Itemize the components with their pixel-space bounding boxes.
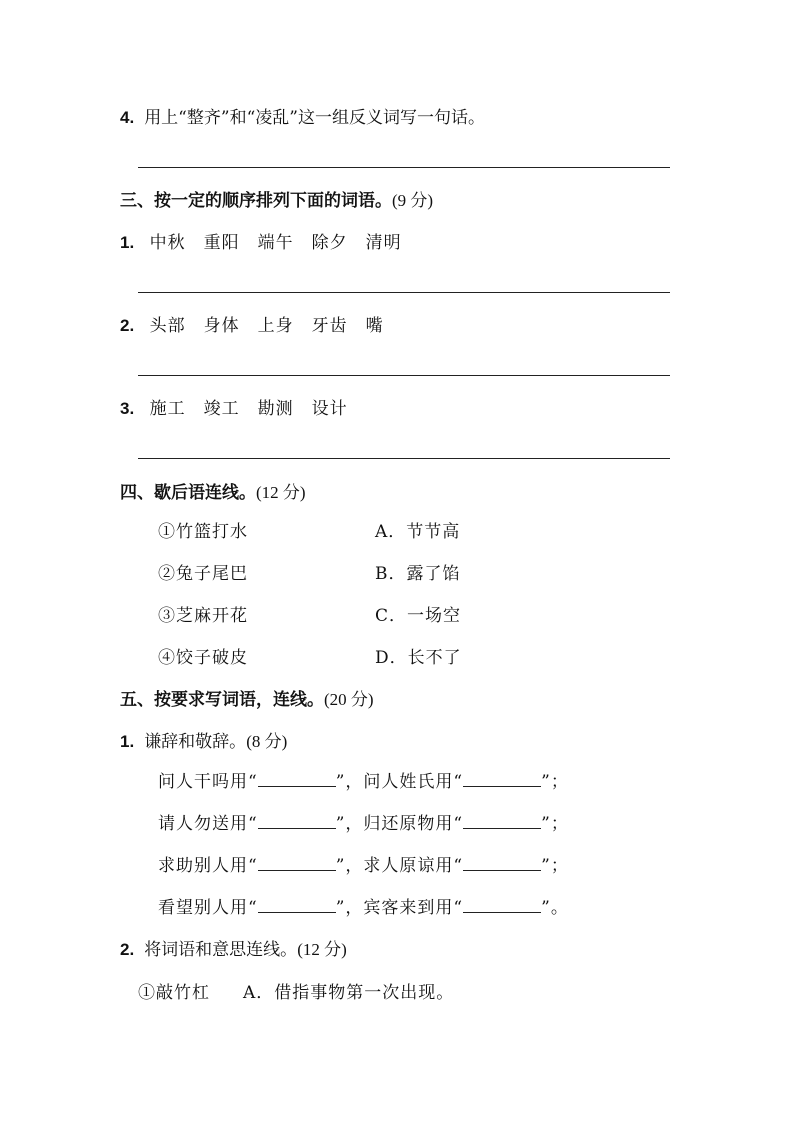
section-points: (9 分)	[392, 191, 434, 210]
fill-line-2: 请人勿送用“ ”，归还原物用“ ”；	[158, 814, 569, 834]
proverb-right-b[interactable]: B．露了馅	[375, 564, 461, 584]
match-left-1[interactable]: ①敲竹杠	[138, 983, 210, 1003]
blank-field[interactable]	[463, 774, 541, 787]
group-number: 3.	[120, 399, 135, 418]
prompt-b: ，归还原物用	[345, 814, 454, 834]
sub-question-points: (12 分)	[297, 940, 347, 959]
answer-line[interactable]	[138, 167, 670, 168]
blank-field[interactable]	[258, 858, 336, 871]
sub-question-number: 2.	[120, 940, 135, 959]
proverb-left-3[interactable]: ③芝麻开花	[158, 606, 248, 626]
sub-question-1	[120, 733, 287, 751]
word: 竣工	[203, 399, 240, 419]
section-5-title	[120, 691, 374, 709]
sub-question-text: 将词语和意思连线。	[144, 940, 298, 960]
blank-field[interactable]	[258, 900, 336, 913]
word: 牙齿	[311, 316, 348, 336]
word: 头部	[149, 316, 186, 336]
word: 中秋	[149, 233, 186, 253]
blank-field[interactable]	[463, 816, 541, 829]
word-list	[150, 316, 402, 336]
line-end: ；	[550, 814, 569, 834]
proverb-left-1[interactable]: ①竹篮打水	[158, 522, 248, 542]
proverb-left-2[interactable]: ②兔子尾巴	[158, 564, 248, 584]
section-3-title	[120, 192, 433, 210]
fill-line-1: 问人干吗用“ ”，问人姓氏用“ ”；	[158, 772, 569, 792]
question-text: 用上“整齐”和“凌乱”这一组反义词写一句话。	[144, 108, 485, 128]
section-points: (12 分)	[256, 483, 306, 502]
question-number: 4.	[120, 108, 135, 127]
word: 上身	[257, 316, 294, 336]
group-number: 1.	[120, 233, 135, 252]
word: 清明	[365, 233, 402, 253]
section-title-text: 三、按一定的顺序排列下面的词语。	[120, 191, 392, 211]
group-3	[120, 400, 366, 418]
fill-line-4: 看望别人用“ ”，宾客来到用“ ”。	[158, 898, 569, 918]
sub-question-text: 谦辞和敬辞。	[144, 732, 247, 752]
match-right-a[interactable]: A．借指事物第一次出现。	[243, 983, 455, 1003]
sub-question-points: (8 分)	[246, 732, 288, 751]
word: 嘴	[365, 316, 384, 336]
answer-line[interactable]	[138, 458, 670, 459]
section-points: (20 分)	[324, 690, 374, 709]
proverb-right-d[interactable]: D．长不了	[375, 648, 462, 668]
prompt-b: ，问人姓氏用	[345, 772, 454, 792]
group-1	[120, 234, 420, 252]
blank-field[interactable]	[463, 858, 541, 871]
blank-field[interactable]	[463, 900, 541, 913]
word: 端午	[257, 233, 294, 253]
prompt-a: 看望别人用	[158, 898, 248, 918]
answer-line[interactable]	[138, 292, 670, 293]
word: 重阳	[203, 233, 240, 253]
word: 身体	[203, 316, 240, 336]
word-list	[150, 399, 366, 419]
prompt-a: 求助别人用	[158, 856, 248, 876]
word: 勘测	[257, 399, 294, 419]
sub-question-2	[120, 941, 347, 959]
group-2	[120, 317, 402, 335]
group-number: 2.	[120, 316, 135, 335]
line-end: ；	[550, 772, 569, 792]
word: 设计	[311, 399, 348, 419]
answer-line[interactable]	[138, 375, 670, 376]
sub-question-number: 1.	[120, 732, 135, 751]
section-title-text: 四、歇后语连线。	[120, 483, 256, 503]
line-end: 。	[550, 898, 569, 918]
prompt-b: ，宾客来到用	[345, 898, 454, 918]
line-end: ；	[550, 856, 569, 876]
prompt-b: ，求人原谅用	[345, 856, 454, 876]
section-4-title	[120, 484, 306, 502]
prompt-a: 问人干吗用	[158, 772, 248, 792]
proverb-left-4[interactable]: ④饺子破皮	[158, 648, 248, 668]
section-title-text: 五、按要求写词语，连线。	[120, 690, 324, 710]
question-4	[120, 109, 485, 127]
blank-field[interactable]	[258, 816, 336, 829]
word-list	[150, 233, 420, 253]
word: 除夕	[311, 233, 348, 253]
proverb-right-c[interactable]: C．一场空	[375, 606, 462, 626]
prompt-a: 请人勿送用	[158, 814, 248, 834]
fill-line-3: 求助别人用“ ”，求人原谅用“ ”；	[158, 856, 569, 876]
blank-field[interactable]	[258, 774, 336, 787]
word: 施工	[149, 399, 186, 419]
proverb-right-a[interactable]: A．节节高	[375, 522, 461, 542]
